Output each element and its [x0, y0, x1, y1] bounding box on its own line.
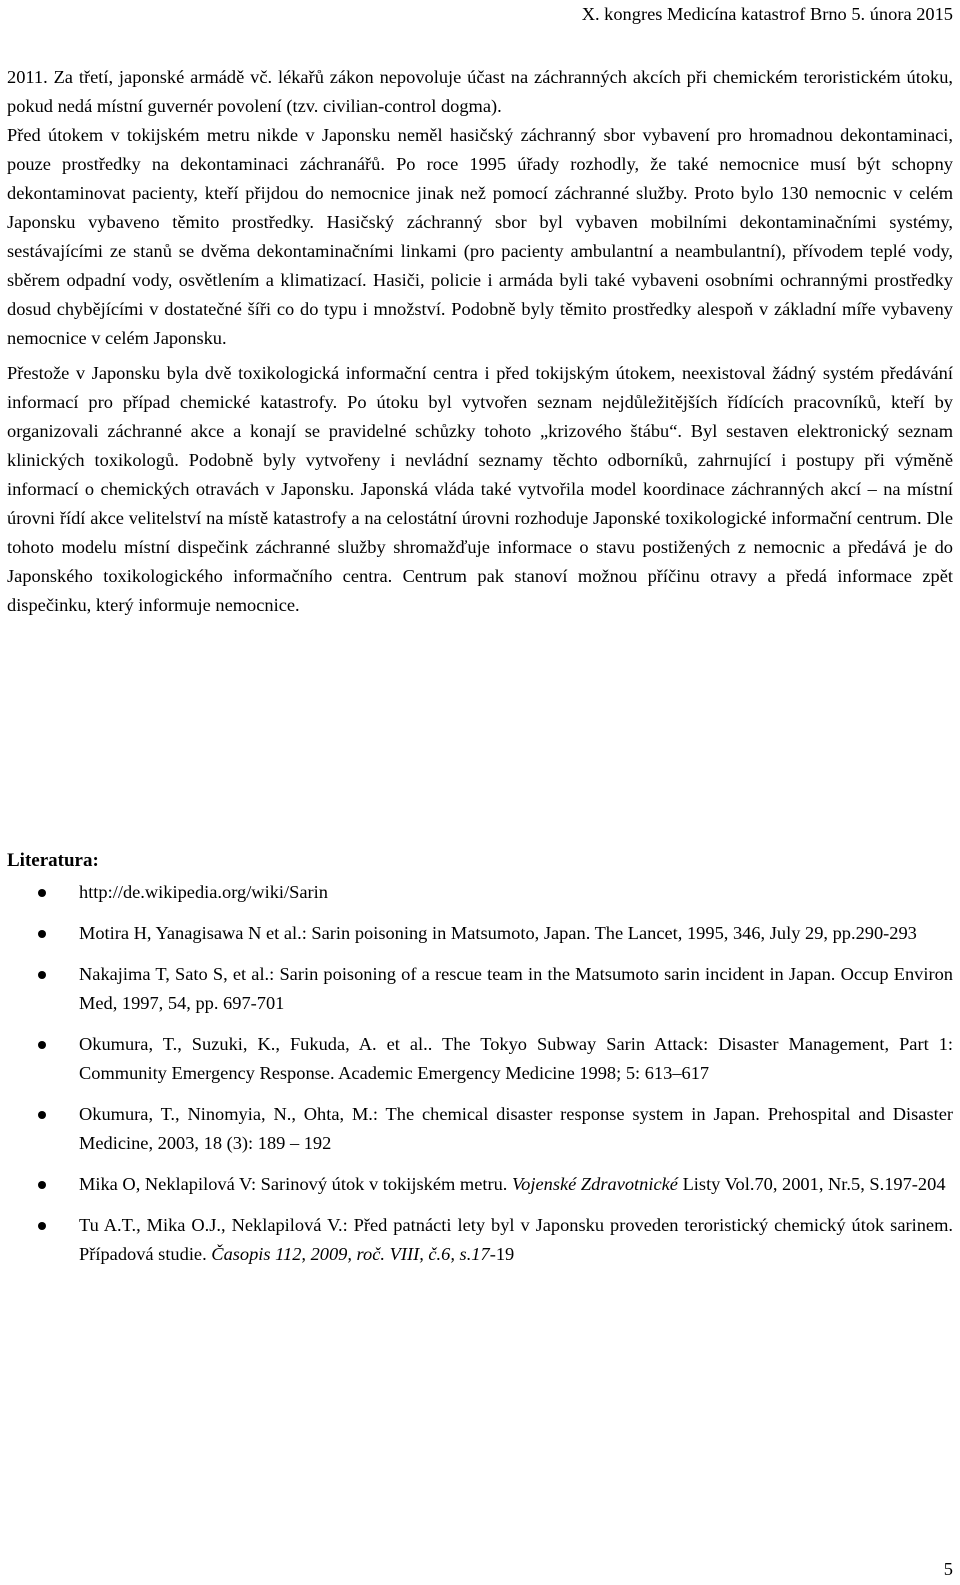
- page-number: 5: [943, 1559, 953, 1579]
- reference-text-tail: -19: [489, 1244, 515, 1264]
- reference-item: [0, 960, 953, 1018]
- reference-text: Mika O, Neklapilová V: Sarinový útok v tokijském metru.: [79, 1174, 512, 1194]
- literature-heading: Literatura:: [7, 850, 99, 871]
- bullet-icon: [38, 1111, 46, 1119]
- paragraph: [7, 63, 953, 353]
- bullet-icon: [38, 889, 46, 897]
- running-header: X. kongres Medicína katastrof Brno 5. února 2015: [581, 4, 953, 24]
- reference-item: [0, 878, 953, 907]
- reference-text: Motira H, Yanagisawa N et al.: Sarin poisoning in Matsumoto, Japan. The Lancet, 1995, 346, July 29, pp.290-293: [79, 923, 917, 943]
- reference-text: Nakajima T, Sato S, et al.: Sarin poisoning of a rescue team in the Matsumoto sarin incident in Japan. Occup Environ Med, 1997, 54, pp. 697-701: [79, 964, 953, 1013]
- reference-text-tail: Listy Vol.70, 2001, Nr.5, S.197-204: [677, 1174, 946, 1194]
- reference-link[interactable]: http://de.wikipedia.org/wiki/Sarin: [79, 882, 328, 902]
- bullet-icon: [38, 1181, 46, 1189]
- reference-list: [0, 878, 953, 1269]
- bullet-icon: [38, 1041, 46, 1049]
- reference-item: [0, 1170, 953, 1199]
- paragraph-decontamination: Před útokem v tokijském metru nikde v Japonsku neměl hasičský záchranný sbor vybavení pro hromadnou dekontaminaci, pouze prostředky na dekontaminaci záchranářů. Po roce 1995 úřady rozhodly, že také nemocnice musí být schopny dekontaminovat pacienty, kteří přijdou do nemocnice jinak než pomocí záchranné služby. Proto bylo 130 nemocnic v celém Japonsku vybaveno těmito prostředky. Hasičský záchranný sbor byl vybaven mobilními dekontaminačními systémy, sestávajícími ze stanů se dvěma dekontaminačními linkami (pro pacienty ambulantní a neambulantní), přívodem teplé vody, sběrem odpadní vody, osvětlením a klimatizací. Hasiči, policie i armáda byli také vybaveni osobními ochrannými prostředky dosud chybějícími v dostatečné šíři co do typu i množství. Podobně byly těmito prostředky alespoň v základní míře vybaveny nemocnice v celém Japonsku.: [7, 125, 953, 348]
- paragraph-continuation: 2011. Za třetí, japonské armádě vč. lékařů zákon nepovoluje účast na záchranných akcích při chemickém teroristickém útoku, pokud nedá místní guvernér povolení (tzv. civilian-control dogma).: [7, 67, 953, 116]
- body-text: [7, 63, 953, 620]
- journal-title: Vojenské Zdravotnické: [511, 1174, 678, 1194]
- reference-item: [0, 1211, 953, 1269]
- bullet-icon: [38, 1222, 46, 1230]
- bullet-icon: [38, 930, 46, 938]
- reference-item: [0, 1030, 953, 1088]
- reference-item: [0, 1100, 953, 1158]
- reference-text: Okumura, T., Suzuki, K., Fukuda, A. et al.. The Tokyo Subway Sarin Attack: Disaster Management, Part 1: Community Emergency Response. Academic Emergency Medicine 1998; 5: 613–617: [79, 1034, 953, 1083]
- bullet-icon: [38, 971, 46, 979]
- journal-title: Časopis 112, 2009, roč. VIII, č.6, s.17: [211, 1244, 490, 1264]
- reference-item: [0, 919, 953, 948]
- reference-text: Tu A.T., Mika O.J., Neklapilová V.: Před patnácti lety byl v Japonsku proveden teroristický chemický útok sarinem. Případová studie.: [79, 1215, 953, 1264]
- paragraph-information-system: Přestože v Japonsku byla dvě toxikologická informační centra i před tokijským útokem, neexistoval žádný systém předávání informací pro případ chemické katastrofy. Po útoku byl vytvořen seznam nejdůležitějších řídících pracovníků, kteří by organizovali záchranné akce a konají se pravidelné schůzky tohoto „krizového štábu“. Byl sestaven elektronický seznam klinických toxikologů. Podobně byly vytvořeny i nevládní seznamy těchto odborníků, zahrnující i postupy při výměně informací o chemických otravách v Japonsku. Japonská vláda také vytvořila model koordinace záchranných akcí – na místní úrovni řídí akce velitelství na místě katastrofy a na celostátní úrovni rozhoduje Japonské toxikologické informační centrum. Dle tohoto modelu místní dispečink záchranné služby shromažďuje informace o stavu postižených z nemocnic a předává je do Japonského toxikologického informačního centra. Centrum pak stanoví možnou příčinu otravy a předá informace zpět dispečinku, který informuje nemocnice.: [7, 363, 953, 615]
- reference-text: Okumura, T., Ninomyia, N., Ohta, M.: The chemical disaster response system in Japan. Prehospital and Disaster Medicine, 2003, 18 (3): 189 – 192: [79, 1104, 953, 1153]
